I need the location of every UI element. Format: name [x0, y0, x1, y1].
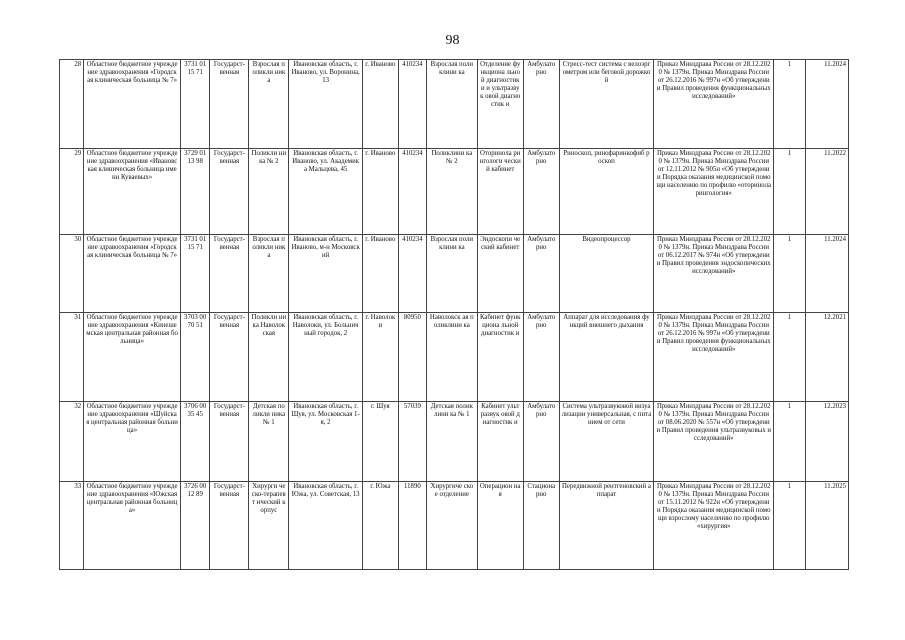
cell-postal-code: 410234 [398, 60, 426, 149]
cell-ownership-type: Государст-венная [210, 235, 249, 313]
cell-delivery-date: 11.2025 [805, 482, 848, 570]
cell-address: Ивановская область, г. Иваново, м-н Московский [289, 235, 363, 313]
cell-equipment-name: Стресс-тест система с велоэргометром или беговой дорожкой [559, 60, 654, 149]
cell-care-type: Амбулато рно [523, 313, 559, 402]
cell-equipment-name: Видеопроцессор [559, 235, 654, 313]
cell-organization-code: 3706 0035 45 [180, 402, 209, 482]
cell-unit-name: Поликлини ка № 2 [427, 149, 477, 235]
cell-regulatory-order: Приказ Минздрава России от 28.12.2020 № 1379н. Приказ Минздрава России от 12.11.2012 № 905н «Об утверждении Порядка оказания медицинской помощи населению по профилю «оториноларингология» [654, 149, 774, 235]
cell-equipment-name: Аппарат для исследования функций внешнего дыхания [559, 313, 654, 402]
cell-organization-code: 3731 0115 71 [180, 60, 209, 149]
cell-quantity: 1 [774, 402, 806, 482]
cell-postal-code: 11890 [398, 482, 426, 570]
cell-division-name: Хирурги ческо-терапевт ический корпус [249, 482, 289, 570]
cell-quantity: 1 [774, 313, 806, 402]
cell-row-number: 32 [60, 402, 84, 482]
cell-organization-code: 3729 0113 98 [180, 149, 209, 235]
equipment-registry-table [59, 59, 849, 570]
cell-ownership-type: Государст-венная [210, 60, 249, 149]
cell-department-name: Отделение функциона льной диагностик и и ультразвук овой диагностик и [477, 60, 523, 149]
cell-organization-name: Областное бюджетное учреждение здравоохранения «Городская клиническая больница № 7» [84, 60, 181, 149]
cell-division-name: Взрослая поликли ника [249, 60, 289, 149]
cell-unit-name: Детская поликлини ка № 1 [427, 402, 477, 482]
cell-address: Ивановская область, г. Иваново, ул. Воронина, 13 [289, 60, 363, 149]
cell-care-type: Амбулато рно [523, 402, 559, 482]
cell-row-number: 31 [60, 313, 84, 402]
cell-quantity: 1 [774, 482, 806, 570]
cell-delivery-date: 12.2021 [805, 313, 848, 402]
cell-unit-name: Взрослая поликлини ка [427, 235, 477, 313]
cell-organization-name: Областное бюджетное учреждение здравоохранения «Ивановская клиническая больница имени Куваевых» [84, 149, 181, 235]
cell-department-name: Кабинет ультразвук овой диагностик и [477, 402, 523, 482]
cell-care-type: Амбулато рно [523, 149, 559, 235]
cell-ownership-type: Государст-венная [210, 149, 249, 235]
cell-department-name: Оторинола рингологи ческий кабинет [477, 149, 523, 235]
cell-address: Ивановская область, г. Южа, ул. Советская, 13 [289, 482, 363, 570]
cell-organization-name: Областное бюджетное учреждение здравоохранения «Городская клиническая больница № 7» [84, 235, 181, 313]
table-row [60, 313, 849, 402]
table-row [60, 60, 849, 149]
cell-division-name: Поликли ника № 2 [249, 149, 289, 235]
cell-unit-name: Взрослая поликлини ка [427, 60, 477, 149]
cell-row-number: 29 [60, 149, 84, 235]
table-row [60, 402, 849, 482]
cell-address: Ивановская область, г. Наволоки, ул. Больничный городок, 2 [289, 313, 363, 402]
cell-division-name: Детская поликли ника № 1 [249, 402, 289, 482]
cell-city: г. Иваново [362, 60, 398, 149]
cell-organization-name: Областное бюджетное учреждение здравоохранения «Шуйская центральная районная больница» [84, 402, 181, 482]
cell-organization-name: Областное бюджетное учреждение здравоохранения «Южская центральная районная больница» [84, 482, 181, 570]
cell-care-type: Амбулато рно [523, 235, 559, 313]
cell-ownership-type: Государст-венная [210, 482, 249, 570]
cell-regulatory-order: Приказ Минздрава России от 28.12.2020 № 1379н. Приказ Минздрава России от 08.06.2020 № 557н «Об утверждении Правил проведения ультразвуковых исследований» [654, 402, 774, 482]
cell-quantity: 1 [774, 235, 806, 313]
cell-city: г. Южа [362, 482, 398, 570]
cell-ownership-type: Государст-венная [210, 313, 249, 402]
cell-regulatory-order: Приказ Минздрава России от 28.12.2020 № 1379н. Приказ Минздрава России от 06.12.2017 № 974н «Об утверждении Правил проведения эндоскопических исследований» [654, 235, 774, 313]
cell-unit-name: Наволокск ая поликлини ка [427, 313, 477, 402]
cell-department-name: Кабинет функциона льной диагностик и [477, 313, 523, 402]
cell-organization-code: 3731 0115 71 [180, 235, 209, 313]
cell-regulatory-order: Приказ Минздрава России от 28.12.2020 № 1379н. Приказ Минздрава России от 15.11.2012 № 922н «Об утверждении Порядка оказания медицинской помощи взрослому населению по профилю «хирургия» [654, 482, 774, 570]
cell-organization-name: Областное бюджетное учреждение здравоохранения «Кинешемская центральная районная больница» [84, 313, 181, 402]
cell-delivery-date: 11.2024 [805, 235, 848, 313]
cell-city: г. Шуя [362, 402, 398, 482]
cell-division-name: Взрослая поликли ника [249, 235, 289, 313]
cell-postal-code: 57039 [398, 402, 426, 482]
cell-equipment-name: Система ультразвуковой визуализации универсальная, с питанием от сети [559, 402, 654, 482]
cell-address: Ивановская область, г. Иваново, ул. Академика Мальцева, 45 [289, 149, 363, 235]
cell-city: г. Наволок и [362, 313, 398, 402]
cell-quantity: 1 [774, 60, 806, 149]
cell-equipment-name: Риноскоп, ринофаринкофиб роскоп [559, 149, 654, 235]
cell-city: г. Иваново [362, 235, 398, 313]
cell-care-type: Амбулато рно [523, 60, 559, 149]
cell-organization-code: 3703 0070 51 [180, 313, 209, 402]
cell-department-name: Операцион ная [477, 482, 523, 570]
cell-delivery-date: 11.2024 [805, 60, 848, 149]
cell-department-name: Эндоскопи ческий кабинет [477, 235, 523, 313]
cell-division-name: Поликли ника Наволок ская [249, 313, 289, 402]
cell-delivery-date: 11.2022 [805, 149, 848, 235]
cell-care-type: Стациона рно [523, 482, 559, 570]
cell-postal-code: 80950 [398, 313, 426, 402]
cell-postal-code: 410234 [398, 235, 426, 313]
cell-postal-code: 410234 [398, 149, 426, 235]
table-row [60, 235, 849, 313]
registry-body [60, 60, 849, 570]
page-number: 98 [445, 33, 460, 48]
cell-regulatory-order: Приказ Минздрава России от 28.12.2020 № 1379н. Приказ Минздрава России от 26.12.2016 № 997н «Об утверждении Правил проведения функциональных исследований» [654, 313, 774, 402]
cell-row-number: 33 [60, 482, 84, 570]
cell-unit-name: Хирургиче ское отделение [427, 482, 477, 570]
cell-regulatory-order: Приказ Минздрава России от 28.12.2020 № 1379н. Приказ Минздрава России от 26.12.2016 № 997н «Об утверждении Правил проведения функциональных исследований» [654, 60, 774, 149]
cell-quantity: 1 [774, 149, 806, 235]
cell-equipment-name: Передвижной рентгеновский аппарат [559, 482, 654, 570]
cell-row-number: 28 [60, 60, 84, 149]
cell-delivery-date: 12.2023 [805, 402, 848, 482]
table-row [60, 149, 849, 235]
table-row [60, 482, 849, 570]
cell-city: г. Иваново [362, 149, 398, 235]
cell-organization-code: 3726 0012 89 [180, 482, 209, 570]
cell-ownership-type: Государст-венная [210, 402, 249, 482]
cell-row-number: 30 [60, 235, 84, 313]
cell-address: Ивановская область, г. Шуя, ул. Московская 1-я, 2 [289, 402, 363, 482]
